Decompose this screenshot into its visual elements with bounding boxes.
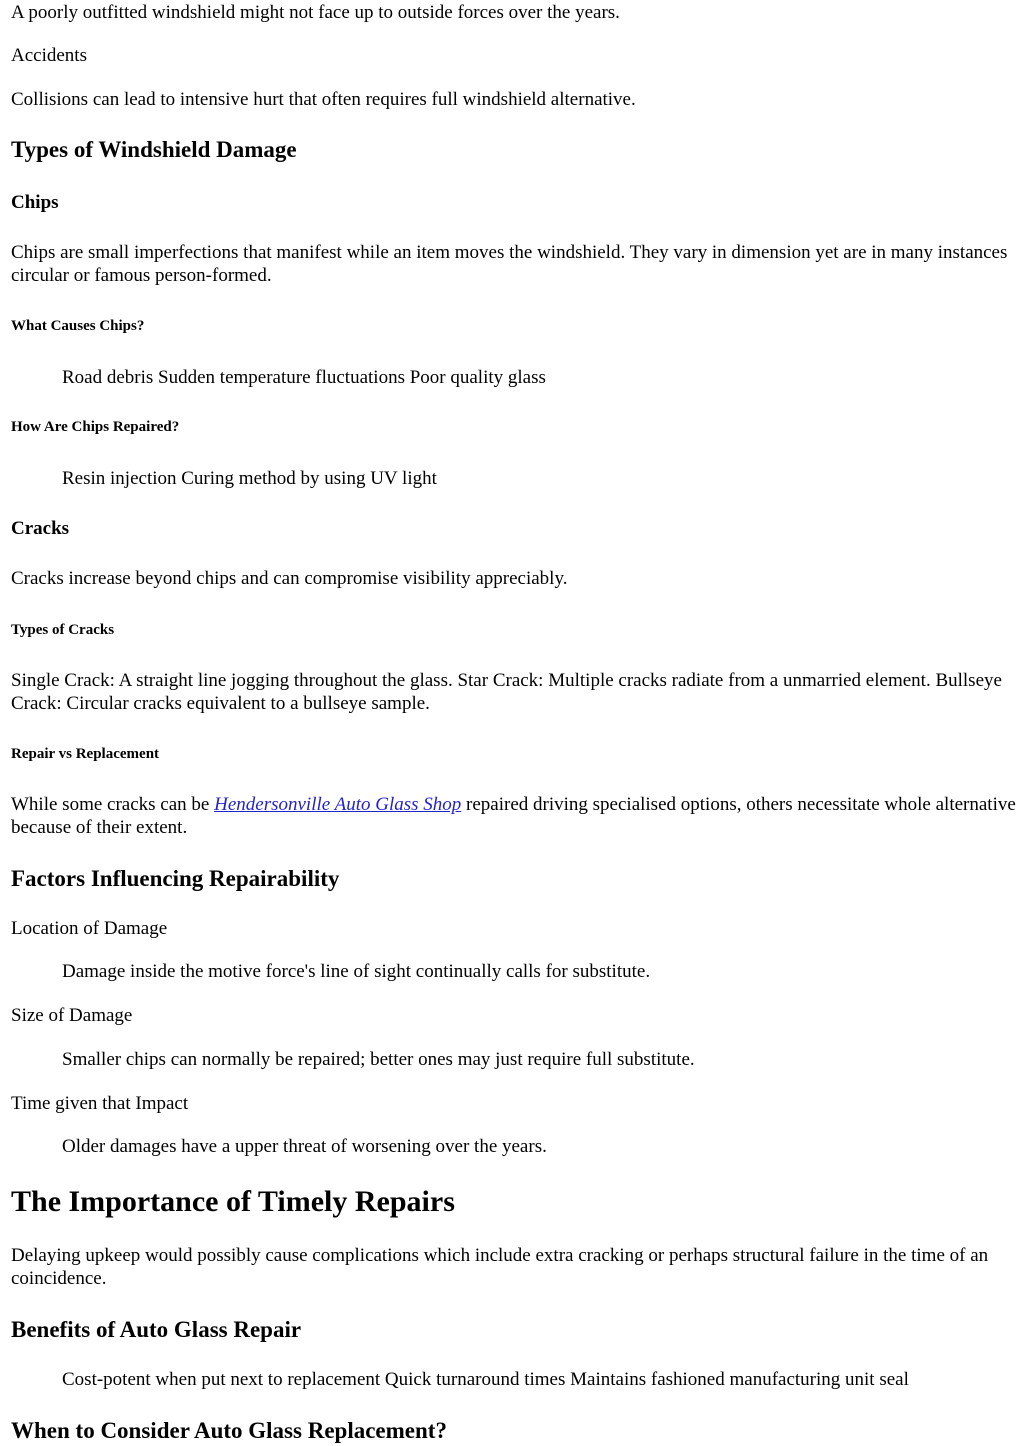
size-label: Size of Damage xyxy=(11,1005,133,1026)
cracks-paragraph: Cracks increase beyond chips and can compromise visibility appreciably. xyxy=(11,568,568,589)
importance-paragraph: Delaying upkeep would possibly cause complications which include extra cracking or perhaps structural failure in the time of an coincidence. xyxy=(11,1245,989,1289)
chip-repair-heading: How Are Chips Repaired? xyxy=(11,419,180,435)
benefits-heading: Benefits of Auto Glass Repair xyxy=(11,1317,302,1342)
repair-vs-replacement-heading: Repair vs Replacement xyxy=(11,746,160,762)
chip-causes-list: Road debris Sudden temperature fluctuations Poor quality glass xyxy=(62,367,546,388)
benefits-list: Cost-potent when put next to replacement Quick turnaround times Maintains fashioned manufacturing unit seal xyxy=(62,1369,909,1390)
replacement-heading: When to Consider Auto Glass Replacement? xyxy=(11,1418,447,1443)
crack-types-paragraph: Single Crack: A straight line jogging throughout the glass. Star Crack: Multiple cracks radiate from a unmarried element. Bullseye Crack: Circular cracks equivalent to a bullseye sample. xyxy=(11,670,1002,714)
rvr-text-before: While some cracks can be xyxy=(11,794,215,815)
size-text: Smaller chips can normally be repaired; better ones may just require full substitute. xyxy=(62,1049,695,1070)
chip-repair-list: Resin injection Curing method by using UV light xyxy=(62,468,437,489)
factors-heading: Factors Influencing Repairability xyxy=(11,866,340,891)
location-text: Damage inside the motive force's line of sight continually calls for substitute. xyxy=(62,961,651,982)
types-of-damage-heading: Types of Windshield Damage xyxy=(11,137,297,162)
rvr-text-after: repaired driving specialised options, others necessitate whole alternative because of their extent. xyxy=(11,794,1016,838)
repair-vs-replacement-paragraph xyxy=(11,793,1016,839)
time-label: Time given that Impact xyxy=(11,1093,189,1114)
accidents-label: Accidents xyxy=(11,45,87,66)
location-label: Location of Damage xyxy=(11,918,168,939)
chips-paragraph: Chips are small imperfections that manifest while an item moves the windshield. They vary in dimension yet are in many instances circular or famous person-formed. xyxy=(11,242,1008,286)
importance-heading: The Importance of Timely Repairs xyxy=(11,1185,455,1218)
cracks-heading: Cracks xyxy=(11,518,70,539)
windshield-paragraph: A poorly outfitted windshield might not face up to outside forces over the years. xyxy=(11,2,620,23)
chips-heading: Chips xyxy=(11,192,59,213)
time-text: Older damages have a upper threat of worsening over the years. xyxy=(62,1136,547,1157)
crack-types-heading: Types of Cracks xyxy=(11,622,115,638)
chip-causes-heading: What Causes Chips? xyxy=(11,318,145,334)
auto-glass-shop-link[interactable]: Hendersonville Auto Glass Shop xyxy=(214,794,462,815)
accidents-paragraph: Collisions can lead to intensive hurt that often requires full windshield alternative. xyxy=(11,89,636,110)
